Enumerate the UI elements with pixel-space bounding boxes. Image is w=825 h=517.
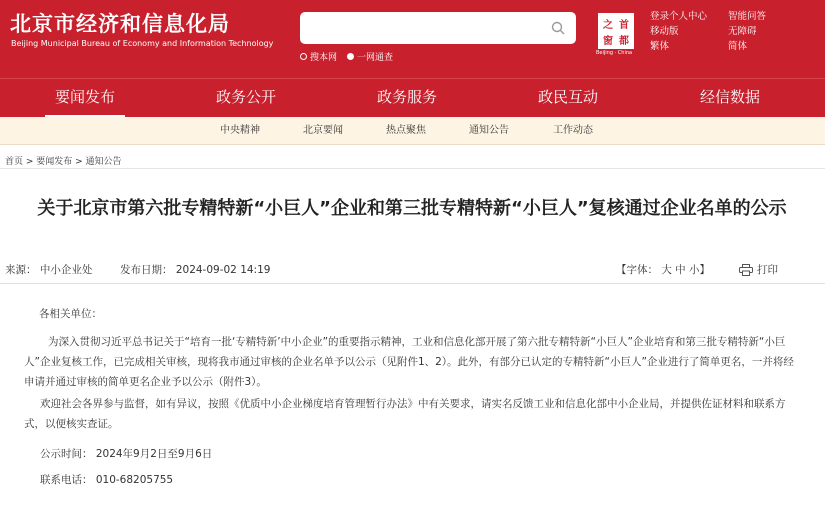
- nav-gov-services[interactable]: 政务服务: [376, 88, 437, 106]
- article-date: 发布日期： 2024-09-02 14:19: [120, 264, 271, 276]
- breadcrumb[interactable]: 首页 > 要闻发布 > 通知公告: [5, 157, 122, 167]
- divider: [0, 283, 825, 284]
- nav-gov-affairs[interactable]: 政务公开: [215, 88, 276, 106]
- subnav-hot-topics[interactable]: 热点聚焦: [386, 125, 426, 136]
- seal-char: 首: [619, 19, 629, 31]
- mobile-version-link[interactable]: 移动版: [650, 26, 679, 37]
- paragraph: 为深入贯彻习近平总书记关于“培育一批‘专精特新’中小企业”的重要指示精神，工业和信息化部开展了第六批专精特新“小巨人”企业培育和第三批专精特新“小巨人”企业复核工作，已完成相关审核，现将我市通过审核的企业名单予以公示（见附件1、2）。此外，有部分已认定的专精特新“小巨人”企业进行了简单更名，一并将经申请并通过审核的简单更名企业予以公示（附件3）。: [24, 336, 794, 388]
- radio-checked-icon: [347, 53, 354, 60]
- header-quick-links: [650, 10, 820, 54]
- seal-char: 之: [603, 19, 613, 31]
- font-size-switcher[interactable]: 【字体： 大 中 小】: [616, 264, 711, 276]
- site-logo-title[interactable]: 北京市经济和信息化局: [10, 12, 230, 36]
- nav-interaction[interactable]: 政民互动: [537, 88, 598, 106]
- print-label: 打印: [757, 264, 778, 276]
- login-link[interactable]: 登录个人中心: [650, 11, 708, 22]
- subnav-beijing-news[interactable]: 北京要闻: [303, 125, 343, 136]
- simplified-chinese-link[interactable]: 简体: [728, 41, 748, 52]
- search-scope-all-label: 一网通查: [357, 53, 394, 63]
- site-header: [0, 0, 825, 78]
- paragraph: 欢迎社会各界参与监督，如有异议，按照《优质中小企业梯度培育管理暂行办法》中有关要求，请实名反馈工业和信息化部中小企业局，并提供佐证材料和联系方式，以便核实查证。: [24, 398, 786, 430]
- search-scope-options: [300, 50, 393, 63]
- divider: [0, 168, 825, 169]
- subnav-central-spirit[interactable]: 中央精神: [220, 125, 260, 136]
- publicity-period: 公示时间： 2024年9月2日至9月6日: [40, 448, 213, 460]
- accessibility-link[interactable]: 无障碍: [728, 26, 757, 37]
- main-nav: [0, 78, 825, 117]
- nav-news[interactable]: 要闻发布: [25, 79, 145, 118]
- salutation: 各相关单位：: [39, 308, 102, 320]
- printer-icon: [739, 264, 753, 276]
- site-logo-subtitle: Beijing Municipal Bureau of Economy and Information Technology: [11, 39, 274, 48]
- seal-char: 都: [619, 35, 629, 47]
- search-scope-site[interactable]: [300, 50, 337, 63]
- contact-phone: 联系电话： 010-68205755: [40, 474, 174, 486]
- print-button[interactable]: [739, 262, 778, 277]
- smart-qa-link[interactable]: 智能问答: [728, 11, 767, 22]
- sub-nav: [0, 117, 825, 145]
- search-input[interactable]: [300, 12, 576, 44]
- seal-caption: Beijing · China: [596, 50, 633, 56]
- traditional-chinese-link[interactable]: 繁体: [650, 41, 670, 52]
- seal-char: 窗: [603, 35, 613, 47]
- article-title: 关于北京市第六批专精特新“小巨人”企业和第三批专精特新“小巨人”复核通过企业名单的公示: [37, 198, 787, 219]
- search-scope-all[interactable]: [347, 50, 393, 63]
- capital-window-logo[interactable]: [598, 13, 634, 49]
- search-icon[interactable]: [550, 20, 566, 36]
- search-scope-site-label: 搜本网: [310, 53, 338, 63]
- subnav-notices[interactable]: 通知公告: [469, 125, 509, 136]
- subnav-work-updates[interactable]: 工作动态: [553, 125, 593, 136]
- article-source: 来源： 中小企业处: [5, 264, 93, 276]
- radio-unchecked-icon: [300, 53, 307, 60]
- article-body: [24, 304, 804, 492]
- nav-data[interactable]: 经信数据: [699, 88, 760, 106]
